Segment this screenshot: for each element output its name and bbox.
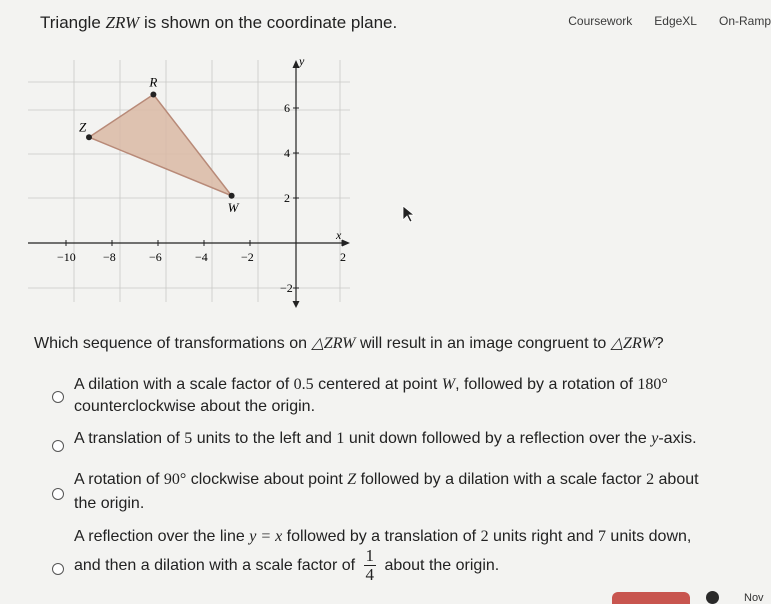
option-2-down-units: 1 bbox=[336, 430, 345, 447]
option-1-text-a: A dilation with a scale factor of bbox=[74, 376, 294, 393]
option-2-text-a: A translation of bbox=[74, 430, 185, 447]
answer-option-1[interactable] bbox=[52, 370, 762, 420]
option-4-text-e: units right and bbox=[488, 528, 598, 545]
x-tick-label: −2 bbox=[241, 250, 254, 264]
x-axis-label: x bbox=[336, 228, 342, 242]
y-tick-label: 6 bbox=[284, 101, 290, 115]
option-4-text-c: followed by a translation of bbox=[282, 528, 481, 545]
question-text bbox=[34, 333, 664, 353]
fraction-numerator: 1 bbox=[365, 546, 375, 566]
question-mid: will result in an image congruent to bbox=[355, 335, 611, 352]
option-2-text-g: -axis. bbox=[658, 430, 697, 447]
y-axis-arrow-down bbox=[293, 301, 300, 308]
vertex-point bbox=[150, 92, 156, 98]
answer-option-4[interactable] bbox=[52, 525, 762, 587]
y-axis-label: y bbox=[299, 54, 305, 68]
option-2-text-c: units to the left and bbox=[192, 430, 337, 447]
x-tick-label: −6 bbox=[149, 250, 162, 264]
problem-title bbox=[40, 13, 397, 33]
option-1-line-2: counterclockwise about the origin. bbox=[74, 398, 316, 415]
option-3-text-c: clockwise about point bbox=[186, 471, 348, 488]
title-text-pre: Triangle bbox=[40, 13, 106, 32]
radio-button-2[interactable] bbox=[52, 440, 64, 452]
fraction-denominator: 4 bbox=[365, 565, 375, 585]
option-2-text-e: unit down followed by a reflection over the bbox=[344, 430, 652, 447]
question-post: ? bbox=[654, 335, 664, 352]
option-1-angle: 180° bbox=[637, 376, 668, 393]
footer-button[interactable] bbox=[612, 592, 690, 604]
option-1-point: W bbox=[441, 376, 456, 393]
option-4-text-a: A reflection over the line bbox=[74, 528, 250, 545]
triangle-zrw bbox=[79, 75, 240, 215]
nav-onramp[interactable]: On-Ramp bbox=[718, 14, 771, 28]
option-4-fraction bbox=[364, 547, 377, 584]
option-3-angle: 90° bbox=[163, 471, 187, 488]
x-tick-label: 2 bbox=[340, 250, 346, 264]
option-3-line-2: the origin. bbox=[74, 495, 145, 512]
vertex-label: R bbox=[149, 74, 158, 90]
option-3-text-g: about bbox=[654, 471, 699, 488]
option-3-text-a: A rotation of bbox=[74, 471, 164, 488]
y-tick-label: 4 bbox=[284, 146, 290, 160]
coordinate-plane bbox=[28, 52, 358, 314]
question-triangle-2: △ZRW bbox=[610, 335, 655, 352]
option-4-text-l2a: and then a dilation with a scale factor of bbox=[74, 557, 360, 574]
y-tick-label: 2 bbox=[284, 191, 290, 205]
footer-status-icon bbox=[706, 591, 719, 604]
x-tick-label: −4 bbox=[195, 250, 208, 264]
option-4-down-units: 7 bbox=[597, 528, 606, 545]
nav-edgexl[interactable]: EdgeXL bbox=[654, 14, 697, 28]
option-1-text-c: centered at point bbox=[313, 376, 442, 393]
footer-next-label[interactable]: Nov bbox=[744, 592, 764, 604]
option-2-axis: y bbox=[651, 430, 659, 447]
option-4-line-2 bbox=[74, 546, 499, 586]
option-4-text-l2b: about the origin. bbox=[380, 557, 500, 574]
option-4-line-equation: y = x bbox=[249, 528, 283, 545]
top-nav bbox=[568, 14, 771, 28]
vertex-label: W bbox=[227, 199, 239, 215]
answer-option-2[interactable] bbox=[52, 430, 762, 456]
radio-button-3[interactable] bbox=[52, 488, 64, 500]
option-2-line-1 bbox=[74, 427, 697, 451]
question-triangle-1: △ZRW bbox=[311, 335, 356, 352]
y-tick-label: −2 bbox=[280, 281, 293, 295]
option-1-scale: 0.5 bbox=[293, 376, 314, 393]
title-triangle-name: ZRW bbox=[105, 13, 140, 32]
radio-button-4[interactable] bbox=[52, 563, 64, 575]
x-tick-label: −8 bbox=[103, 250, 116, 264]
option-4-text-g: units down, bbox=[605, 528, 692, 545]
option-3-text-e: followed by a dilation with a scale factor bbox=[356, 471, 647, 488]
x-tick-label: −10 bbox=[57, 250, 76, 264]
question-pre: Which sequence of transformations on bbox=[34, 335, 312, 352]
x-axis-arrow bbox=[342, 240, 350, 247]
option-3-line-1 bbox=[74, 468, 699, 492]
answer-option-3[interactable] bbox=[52, 466, 762, 516]
mouse-cursor-icon bbox=[402, 205, 416, 223]
vertex-point bbox=[229, 193, 235, 199]
option-1-text-e: , followed by a rotation of bbox=[455, 376, 638, 393]
radio-button-1[interactable] bbox=[52, 391, 64, 403]
option-1-line-1 bbox=[74, 373, 668, 397]
x-tick-labels bbox=[57, 240, 346, 264]
nav-coursework[interactable]: Coursework bbox=[568, 14, 633, 28]
grid bbox=[28, 60, 350, 302]
axes bbox=[28, 66, 348, 304]
option-2-left-units: 5 bbox=[184, 430, 193, 447]
option-3-scale: 2 bbox=[646, 471, 655, 488]
option-3-point: Z bbox=[347, 471, 357, 488]
title-text-post: is shown on the coordinate plane. bbox=[139, 13, 398, 32]
option-4-right-units: 2 bbox=[480, 528, 489, 545]
vertex-label: Z bbox=[79, 119, 87, 135]
vertex-point bbox=[86, 134, 92, 140]
